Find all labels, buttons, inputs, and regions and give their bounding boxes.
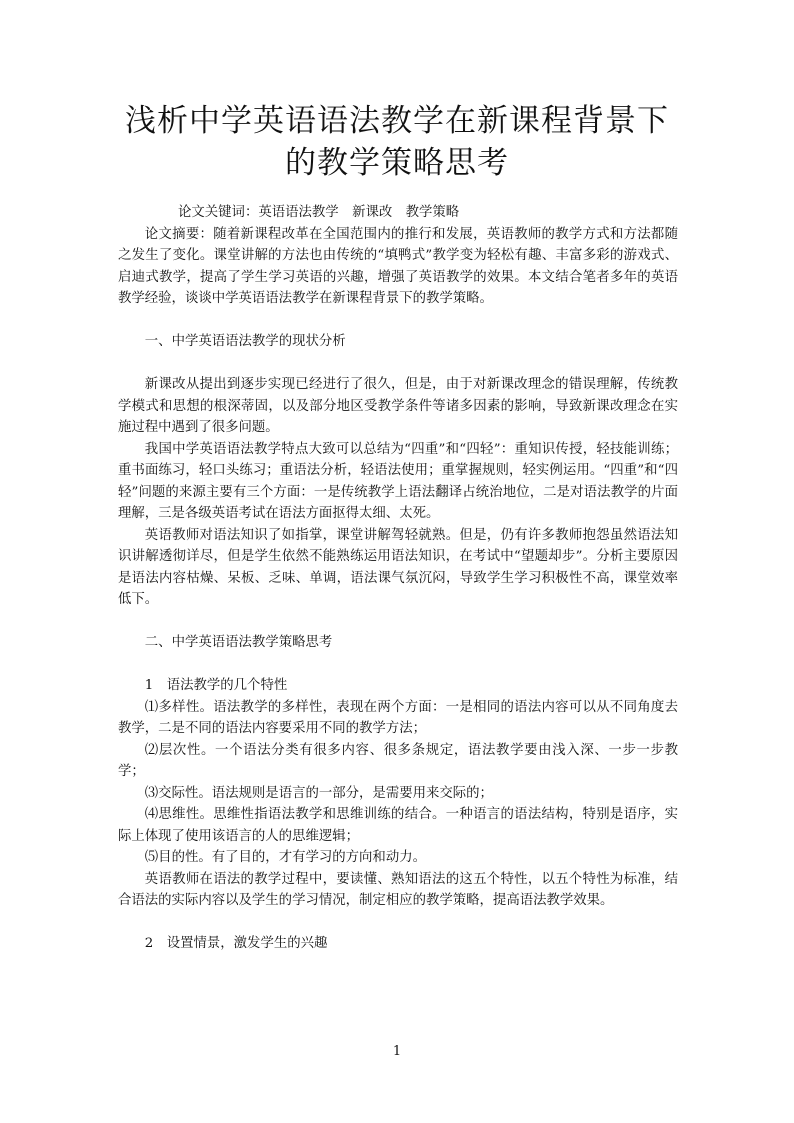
section-1-paragraph-2: 我国中学英语语法教学特点大致可以总结为“四重”和“四轻”：重知识传授，轻技能训练；重书面练习，轻口头练习；重语法分析，轻语法使用；重掌握规则，轻实例运用。“四重”和“四轻”问题的来源主要有三个方面：一是传统教学上语法翻译占统治地位，二是对语法教学的片面理解，三是各级英语考试在语法方面抠得太细、太死。: [118, 441, 678, 521]
list-item: ⑸目的性。有了目的，才有学习的方向和动力。: [144, 850, 426, 865]
keywords: 论文关键词：英语语法教学 新课改 教学策略: [178, 205, 460, 220]
list-item: ⑷思维性。思维性指语法教学和思维训练的结合。一种语言的语法结构，特别是语序，实际上体现了使用该语言的人的思维逻辑；: [118, 807, 678, 844]
subsection-2-heading: 2 设置情景，激发学生的兴趣: [144, 936, 328, 951]
list-item: ⑶交际性。语法规则是语言的一部分，是需要用来交际的；: [144, 785, 493, 801]
document-title: [90, 100, 704, 184]
section-1-heading: 一、中学英语语法教学的现状分析: [144, 334, 346, 349]
abstract: 论文摘要：随着新课程改革在全国范围内的推行和发展，英语教师的教学方式和方法都随之发生了变化。课堂讲解的方法也由传统的“填鸭式”教学变为轻松有趣、丰富多彩的游戏式、启迪式教学，提高了学生学习英语的兴趣，增强了英语教学的效果。本文结合笔者多年的英语教学经验，谈谈中学英语语法教学在新课程背景下的教学策略。: [118, 226, 678, 306]
section-2-heading: 二、中学英语语法教学策略思考: [144, 635, 333, 650]
title-line-1: 浅析中学英语语法教学在新课程背景下: [125, 103, 669, 139]
document-body: [118, 202, 678, 955]
title-line-2: 的教学策略思考: [285, 145, 509, 181]
section-1-paragraph-1: 新课改从提出到逐步实现已经进行了很久，但是，由于对新课改理念的错误理解，传统教学模式和思想的根深蒂固，以及部分地区受教学条件等诸多因素的影响，导致新课改理念在实施过程中遇到了很多问题。: [118, 377, 678, 435]
section-1-paragraph-3: 英语教师对语法知识了如指掌，课堂讲解驾轻就熟。但是，仍有许多教师抱怨虽然语法知识讲解透彻详尽，但是学生依然不能熟练运用语法知识，在考试中“望题却步”。分析主要原因是语法内容枯燥、呆板、乏味、单调，语法课气氛沉闷，导致学生学习积极性不高，课堂效率低下。: [118, 527, 678, 607]
section-2-summary: 英语教师在语法的教学过程中，要读懂、熟知语法的这五个特性，以五个特性为标准，结合语法的实际内容以及学生的学习情况，制定相应的教学策略，提高语法教学效果。: [118, 871, 678, 908]
list-item: ⑵层次性。一个语法分类有很多内容、很多条规定，语法教学要由浅入深、一步一步教学；: [118, 742, 678, 779]
list-item: ⑴多样性。语法教学的多样性，表现在两个方面：一是相同的语法内容可以从不同角度去教学，二是不同的语法内容要采用不同的教学方法；: [118, 699, 678, 736]
subsection-1-heading: 1 语法教学的几个特性: [144, 678, 288, 693]
page-number: 1: [392, 1044, 402, 1059]
